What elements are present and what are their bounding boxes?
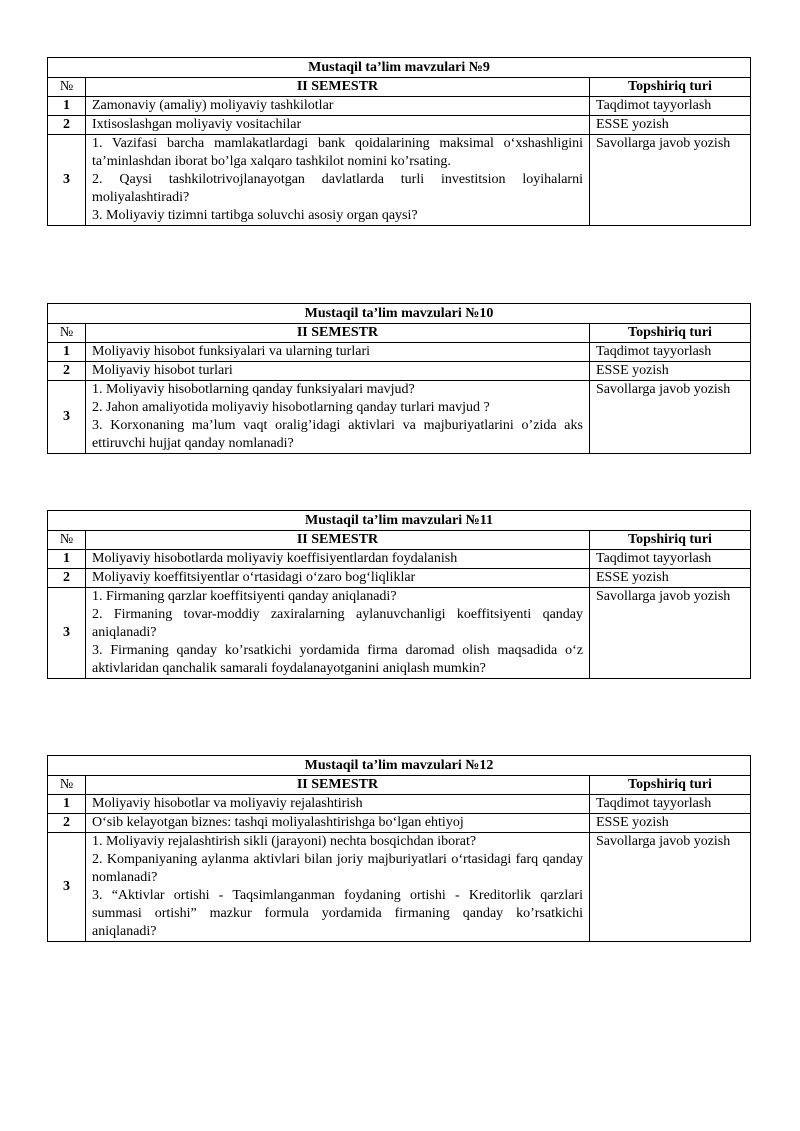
- task-type-cell: ESSE yozish: [590, 116, 751, 135]
- row-number: 2: [48, 814, 86, 833]
- topic-cell: Ixtisoslashgan moliyaviy vositachilar: [86, 116, 590, 135]
- table-row: [48, 569, 751, 588]
- table-row: [48, 795, 751, 814]
- row-number: 3: [48, 135, 86, 226]
- question-text: 3. Firmaning qanday ko’rsatkichi yordamida firma daromad olish maqsadida o‘z aktivlaridan qanchalik samarali foydalanayotganini aniqlash mumkin?: [92, 643, 583, 676]
- table-row: [48, 343, 751, 362]
- row-number: 2: [48, 116, 86, 135]
- question-text: 2. Qaysi tashkilotrivojlanayotgan davlatlarda turli investitsion loyihalarni moliyalashtiradi?: [92, 172, 583, 205]
- task-type-cell: Taqdimot tayyorlash: [590, 550, 751, 569]
- task-type-cell: Savollarga javob yozish: [589, 381, 750, 454]
- task-type-column-header: Topshiriq turi: [590, 78, 751, 97]
- question-text: 2. Kompaniyaning aylanma aktivlari bilan joriy majburiyatlari o‘rtasidagi farq qanday nomlanadi?: [92, 852, 583, 885]
- row-number: 1: [48, 795, 86, 814]
- number-column-header: №: [48, 776, 86, 795]
- assignment-table-12: [47, 755, 751, 942]
- table-row: [48, 362, 751, 381]
- question-text: 2. Jahon amaliyotida moliyaviy hisobotlarning qanday turlari mavjud ?: [92, 400, 490, 415]
- row-number: 2: [48, 569, 86, 588]
- task-type-cell: Taqdimot tayyorlash: [589, 795, 750, 814]
- semester-column-header: II SEMESTR: [86, 776, 590, 795]
- table-row: [48, 116, 751, 135]
- row-number: 3: [48, 381, 86, 454]
- table-row: [48, 833, 751, 942]
- task-type-column-header: Topshiriq turi: [589, 324, 750, 343]
- task-type-cell: ESSE yozish: [589, 362, 750, 381]
- task-type-cell: Taqdimot tayyorlash: [590, 97, 751, 116]
- topic-cell: Moliyaviy hisobot funksiyalari va ularning turlari: [86, 343, 590, 362]
- assignment-table-11: [47, 510, 751, 679]
- number-column-header: №: [48, 78, 86, 97]
- topic-cell: O‘sib kelayotgan biznes: tashqi moliyalashtirishga bo‘lgan ehtiyoj: [86, 814, 590, 833]
- task-type-cell: ESSE yozish: [590, 569, 751, 588]
- questions-cell: [86, 588, 590, 679]
- task-type-cell: Savollarga javob yozish: [590, 588, 751, 679]
- task-type-column-header: Topshiriq turi: [589, 776, 750, 795]
- task-type-column-header: Topshiriq turi: [590, 531, 751, 550]
- table-row: [48, 381, 751, 454]
- topic-cell: Moliyaviy koeffitsiyentlar o‘rtasidagi o‘zaro bog‘liqliklar: [86, 569, 590, 588]
- question-text: 1. Moliyaviy hisobotlarning qanday funksiyalari mavjud?: [92, 382, 415, 397]
- table-title: Mustaqil ta’lim mavzulari №9: [48, 58, 751, 78]
- table-row: [48, 550, 751, 569]
- assignment-table-9: [47, 57, 751, 226]
- task-type-cell: Savollarga javob yozish: [590, 135, 751, 226]
- number-column-header: №: [48, 531, 86, 550]
- question-text: 2. Firmaning tovar-moddiy zaxiralarning aylanuvchanligi koeffitsiyenti qanday aniqlanadi?: [92, 607, 583, 640]
- table-title: Mustaqil ta’lim mavzulari №12: [48, 756, 751, 776]
- question-text: 3. Moliyaviy tizimni tartibga soluvchi asosiy organ qaysi?: [92, 208, 418, 223]
- topic-cell: Moliyaviy hisobotlar va moliyaviy rejalashtirish: [86, 795, 590, 814]
- table-row: [48, 814, 751, 833]
- table-row: [48, 135, 751, 226]
- question-text: 1. Vazifasi barcha mamlakatlardagi bank qoidalarining maksimal o‘xshashligini ta’minlashdan iborat bo’lga xalqaro tashkilot nomini ko’rsating.: [92, 136, 583, 169]
- table-title: Mustaqil ta’lim mavzulari №11: [48, 511, 751, 531]
- table-row: [48, 588, 751, 679]
- questions-cell: [86, 135, 590, 226]
- table-row: [48, 97, 751, 116]
- row-number: 1: [48, 343, 86, 362]
- task-type-cell: ESSE yozish: [589, 814, 750, 833]
- row-number: 2: [48, 362, 86, 381]
- semester-column-header: II SEMESTR: [86, 324, 590, 343]
- question-text: 1. Firmaning qarzlar koeffitsiyenti qanday aniqlanadi?: [92, 589, 397, 604]
- semester-column-header: II SEMESTR: [86, 78, 590, 97]
- questions-cell: [86, 381, 590, 454]
- row-number: 1: [48, 97, 86, 116]
- task-type-cell: Savollarga javob yozish: [589, 833, 750, 942]
- row-number: 3: [48, 833, 86, 942]
- topic-cell: Moliyaviy hisobot turlari: [86, 362, 590, 381]
- topic-cell: Moliyaviy hisobotlarda moliyaviy koeffisiyentlardan foydalanish: [86, 550, 590, 569]
- row-number: 3: [48, 588, 86, 679]
- row-number: 1: [48, 550, 86, 569]
- task-type-cell: Taqdimot tayyorlash: [589, 343, 750, 362]
- semester-column-header: II SEMESTR: [86, 531, 590, 550]
- table-title: Mustaqil ta’lim mavzulari №10: [48, 304, 751, 324]
- number-column-header: №: [48, 324, 86, 343]
- question-text: 3. “Aktivlar ortishi - Taqsimlanganman foydaning ortishi - Kreditorlik qarzlari summasi ortishi” mazkur formula yordamida firmaning qanday ko’rsatkichi aniqlanadi?: [92, 888, 583, 939]
- question-text: 1. Moliyaviy rejalashtirish sikli (jarayoni) nechta bosqichdan iborat?: [92, 834, 477, 849]
- topic-cell: Zamonaviy (amaliy) moliyaviy tashkilotlar: [86, 97, 590, 116]
- question-text: 3. Korxonaning ma’lum vaqt oralig’idagi aktivlari va majburiyatlarini o’zida aks ettiruvchi hujjat qanday nomlanadi?: [92, 418, 583, 451]
- assignment-table-10: [47, 303, 751, 454]
- questions-cell: [86, 833, 590, 942]
